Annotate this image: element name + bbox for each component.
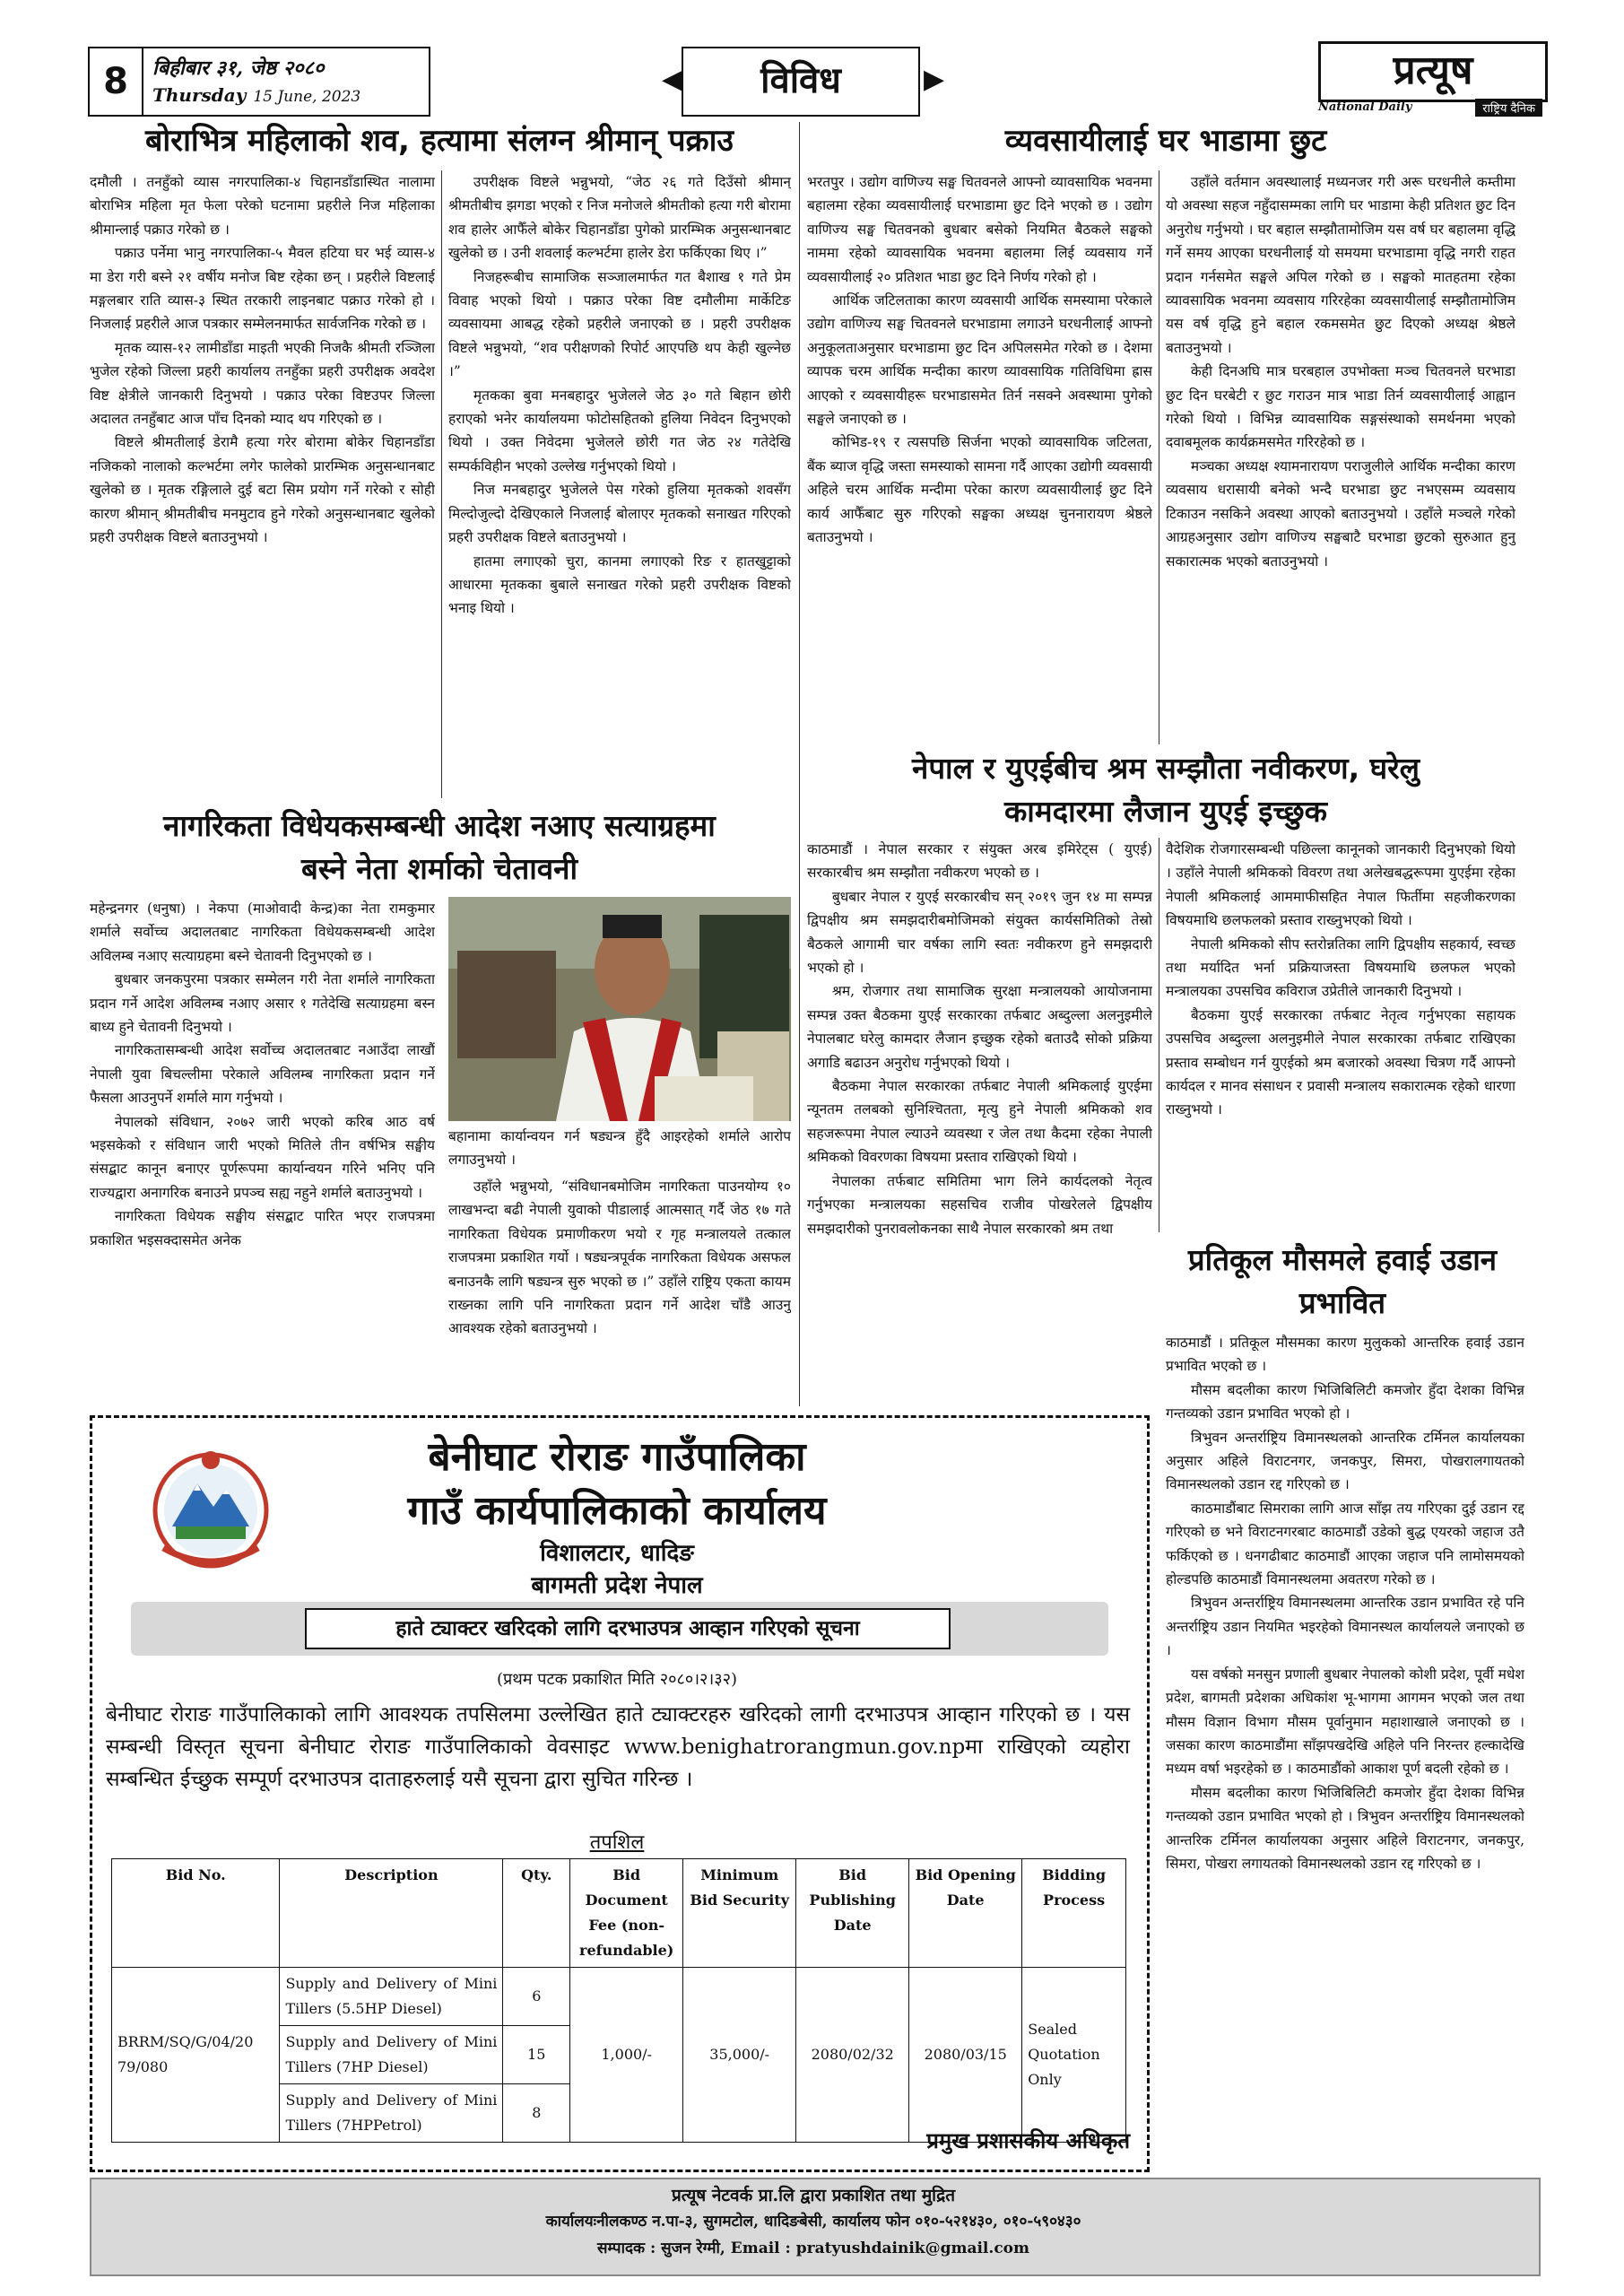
paragraph: महेन्द्रनगर (धनुषा) । नेकपा (माओवादी केन्द्र)का नेता रामकुमार शर्माले सर्वोच्च अदालतबाट नागरिकता विधेयकसम्बन्धी आदेश अविलम्ब नआए सत्याग्रहमा बस्ने चेतावनी दिनुभएको छ । [90,900,435,964]
footer-editor-email: सम्पादक : सुजन रेग्मी, Email : pratyushdainik@gmail.com [597,2239,1029,2257]
logo-tagline-np: राष्ट्रिय दैनिक [1475,99,1542,117]
article2-photo-caption [448,1125,791,1171]
date-english-line [152,84,360,106]
article5-headline-line2: प्रभावित [1298,1285,1386,1320]
item-description: Supply and Delivery of Mini Tillers (7HPPetrol) [280,2084,503,2143]
notice-title-line1: बेनीघाट रोराङ गाउँपालिका [428,1434,806,1480]
column-header: Qty. [503,1859,570,1968]
paragraph: काठमाडौंबाट सिमराका लागि आज साँझ तय गरिएका दुई उडान रद्द गरिएको छ भने विराटनगरबाट काठमाडौं उडेको बुद्ध एयरको जहाज उतै फर्किएको छ । धनगढीबाट काठमाडौं आएका जहाज पनि लामोसमयको होल्डपछि काठमाडौं विमानस्थलमा अवतरण गरेको छ । [1166,1500,1524,1588]
paragraph: यस वर्षको मनसुन प्रणाली बुधबार नेपालको कोशी प्रदेश, पूर्वी मधेश प्रदेश, बागमती प्रदेशका अधिकांश भू-भागमा आगमन भएको जल तथा मौसम विज्ञान विभाग मौसम पूर्वानुमान महाशाखाले जनाएको छ । जसका कारण काठमाडौंमा साँझपखदेखि अहिले पनि निरन्तर हल्कादेखि मध्यम वर्षा भइरहेको छ । काठमाडौंको आकाश पूर्ण बदली रहेको छ । [1166,1665,1524,1778]
paragraph: मौसम बदलीका कारण भिजिबिलिटी कमजोर हुँदा देशका विभिन्न गन्तव्यको उडान प्रभावित भएको हो । त्रिभुवन अन्तर्राष्ट्रिय विमानस्थलको आन्तरिक टर्मिनल कार्यालयका अनुसार अहिले विराटनगर, जनकपुर, सिमरा, पोखरा लगायतको विमानस्थलको उडान रद्द गरिएको छ । [1166,1784,1524,1872]
paragraph: मृतक व्यास-१२ लामीडाँडा माइती भएकी निजकै श्रीमती रञ्जिला भुजेल रहेको जिल्ला प्रहरी कार्यालय तनहुँका प्रहरी उपरीक्षक अवदेश विष्ट क्षेत्रीले जानकारी दिनुभयो । पक्राउ परेका विष्टउपर जिल्ला अदालत तनहुँबाट आज पाँच दिनको म्याद थप गरिएको छ । [90,339,435,428]
section-title: विविध [682,47,920,117]
caption: बहानामा कार्यान्वयन गर्न षड्यन्त्र हुँदै आइरहेको शर्माले आरोप लगाउनुभयो । [448,1128,791,1169]
notice-address-line1: विशालटार, धादिङ [540,1540,694,1567]
logo-name: प्रत्यूष [1318,41,1548,102]
paragraph: काठमाडौं । नेपाल सरकार र संयुक्त अरब इमिरेट्स ( युएई) सरकारबीच श्रम सम्झौता नवीकरण भएको छ । [807,841,1152,882]
article2-headline-line2: बस्ने नेता शर्माको चेतावनी [300,851,578,886]
article2-col2 [448,1175,791,1406]
paragraph: आर्थिक जटिलताका कारण व्यवसायी आर्थिक समस्यामा परेकाले उद्योग वाणिज्य सङ्घ चितवनले घरभाडामा लगाउने घरधनीलाई आफ्नो अनुकूलताअनुसार घरभाडामा छुट दिन अपिलसमेत गरेको छ । देशमा व्यापक चरम आर्थिक मन्दीका कारण व्यावसायिक गतिविधिमा ह्रास आएको र व्यवसायीहरू घरभाडासमेत तिर्न नसक्ने अवस्थामा पुगेको सङ्घले जनाएको छ । [807,292,1152,428]
paragraph: नेपाली श्रमिकको सीप स्तरोन्नतिका लागि द्विपक्षीय सहकार्य, स्वच्छ तथा मर्यादित भर्ना प्रक्रियाजस्ता विषयमाथि छलफल भएको मन्त्रालयका उपसचिव कविराज उप्रेतीले जानकारी दिनुभयो । [1166,935,1515,1000]
paragraph: श्रम, रोजगार तथा सामाजिक सुरक्षा मन्त्रालयको आयोजनामा सम्पन्न उक्त बैठकमा युएई सरकारका तर्फबाट अब्दुल्ला अलनुइमीले नेपालबाट घरेलु कामदार लैजान इच्छुक रहेको बताउदै सोको प्रक्रिया अगाडि बढाउन अनुरोध गर्नुभएको थियो । [807,983,1152,1071]
logo-tagline-en: National Daily [1318,100,1412,114]
article4-col2 [1166,838,1515,1232]
article4-col1 [807,838,1152,1406]
paragraph: उहाँले भन्नुभयो, “संविधानबमोजिम नागरिकता पाउनयोग्य १० लाखभन्दा बढी नेपाली युवाको पीडालाई आत्मसात् गर्दै जेठ १७ गते नागरिकता विधेयक प्रमाणीकरण भयो र गृह मन्त्रालयले तत्काल राजपत्रमा प्रकाशित गर्यो । षड्यन्त्रपूर्वक नागरिकता विधेयक असफल बनाउनकै लागि षड्यन्त्र सुरु भएको छ ।” उहाँले राष्ट्रिय एकता कायम राख्नका लागि पनि नागरिकता प्रदान गर्ने आदेश चाँडै आउनु आवश्यक रहेको बताउनुभयो । [448,1178,791,1337]
column-header: Bid Opening Date [909,1859,1022,1968]
footer-office: कार्यालयःनीलकण्ठ न.पा-३, सुगमटोल, धादिङबेसी, कार्यालय फोन ०१०-५२१४३०, ०१०-५९०४३० [545,2213,1081,2231]
paragraph: मञ्चका अध्यक्ष श्यामनारायण पराजुलीले आर्थिक मन्दीका कारण व्यवसाय धरासायी बनेको भन्दै घरभाडा छुट नभएसम्म व्यवसाय टिकाउन नसकिने अवस्था आएको बताउनुभयो । उहाँले मञ्चले गरेको आग्रहअनुसार उद्योग वाणिज्य सङ्घबाटै घरभाडा छुटको सुरुआत हुनु सकारात्मक भएको बताउनुभयो । [1166,457,1515,570]
paragraph: त्रिभुवन अन्तर्राष्ट्रिय विमानस्थलको आन्तरिक टर्मिनल कार्यालयका अनुसार अहिले विराटनगर, जनकपुर, सिमरा, पोखरालगायतको विमानस्थलको उडान रद्द गरिएको छ । [1166,1429,1524,1493]
bid-table [111,1858,1126,2143]
notice-title-line2: गाउँ कार्यपालिकाको कार्यालय [407,1488,827,1534]
article4-headline-line2: कामदारमा लैजान युएई इच्छुक [1003,794,1328,829]
prev-arrow-icon: ◀ [662,64,683,95]
paragraph: नेपालको संविधान, २०७२ जारी भएको करिब आठ वर्ष भइसकेको र संविधान जारी भएको मितिले तीन वर्षभित्र सङ्घीय संसद्बाट कानून बनाएर पूर्णरूपमा कार्यान्वयन गरिने भनिए पनि राज्यद्वारा अनागरिक बनाउने प्रपञ्च सह्य नहुने शर्माले बताउनुभयो । [90,1113,435,1201]
paragraph: नागरिकतासम्बन्धी आदेश सर्वोच्च अदालतबाट नआउँदा लाखौं नेपाली युवा बिचल्लीमा परेकाले अविलम्ब नागरिकता प्रदान गर्ने फैसला आउनुपर्ने शर्माले माग गर्नुभयो । [90,1042,435,1107]
article2-headline-line1: नागरिकता विधेयकसम्बन्धी आदेश नआए सत्याग्रहमा [163,808,716,843]
paragraph: मृतकका बुवा मनबहादुर भुजेलले जेठ ३० गते बिहान छोरी हराएको भनेर कार्यालयमा फोटोसहितको हुलिया निवेदन दिनुभएको थियो । उक्त निवेदमा भुजेलले छोरी गत जेठ २४ गतेदेखि सम्पर्कविहीन भएको उल्लेख गर्नुभएको थियो । [448,387,791,474]
column-divider [441,170,442,798]
bid-fee: 1,000/- [570,1968,683,2143]
column-header: Bid Document Fee (non-refundable) [570,1859,683,1968]
paragraph: नागरिकता विधेयक सङ्घीय संसद्बाट पारित भएर राजपत्रमा प्रकाशित भइसक्दासमेत अनेक [90,1208,435,1248]
paragraph: वैदेशिक रोजगारसम्बन्धी पछिल्ला कानूनको जानकारी दिनुभएको थियो । उहाँले नेपाली श्रमिकको विवरण तथा अलेखबद्धरूपमा युएईमा रहेका नेपाली श्रमिकलाई आममाफीसहित नेपाल फिर्तीमा सहजीकरणका विषयमाथि छलफलको प्रस्ताव राख्नुभएको थियो । [1166,841,1515,929]
paragraph: काठमाडौं । प्रतिकूल मौसमका कारण मुलुकको आन्तरिक हवाई उडान प्रभावित भएको छ । [1166,1335,1524,1375]
paragraph: दमौली । तनहुँको व्यास नगरपालिका-४ चिहानडाँडास्थित नालामा बोराभित्र महिला मृत फेला परेको घटनामा प्रहरीले निज महिलाका श्रीमान्लाई पक्राउ गरेको छ । [90,174,435,238]
politician-photo [448,897,791,1121]
notice-tapsil-label: तपशिल [589,1831,645,1854]
footer-publisher: प्रत्यूष नेटवर्क प्रा.लि द्वारा प्रकाशित तथा मुद्रित [671,2186,956,2205]
item-qty: 8 [503,2084,570,2143]
bidding-process: Sealed Quotation Only [1022,1968,1126,2143]
opening-date: 2080/03/15 [909,1968,1022,2143]
day-english: Thursday [152,84,247,106]
page-number: 8 [88,47,143,117]
paragraph: विष्टले श्रीमतीलाई डेरामै हत्या गरेर बोरामा बोकेर चिहानडाँडा नजिकको नालाको कल्भर्टमा लगेर फालेको प्रारम्भिक अनुसन्धानबाट खुलेको छ । मृतक रङ्गिलाले दुई बटा सिम प्रयोग गर्ने गरेको र सोही कारण श्रीमान् श्रीमतीबीच मनमुटाव हुने गरेको अनुसन्धानबाट खुलेको प्रहरी उपरीक्षक विष्टले बताउनुभयो । [90,434,435,546]
notice-publish-date: (प्रथम पटक प्रकाशित मिति २०८०।२।३२) [497,1670,737,1689]
table-header-row [112,1859,1126,1968]
item-qty: 15 [503,2026,570,2084]
bid-security: 35,000/- [683,1968,796,2143]
notice-body: बेनीघाट रोराङ गाउँपालिकाको लागि आवश्यक तपसिलमा उल्लेखित हाते ट्याक्टरहरु खरिदको लागी दरभाउपत्र आव्हान गरिएको छ । यस सम्बन्धी विस्तृत सूचना बेनीघाट रोराङ गाउँपालिकाको वेवसाइट www.benighatrorangmun.gov.npमा राखिएको व्यहोरा सम्बन्धित ईच्छुक सम्पूर्ण दरभाउपत्र दाताहरुलाई यसै सूचना द्वारा सुचित गरिन्छ । [106,1703,1130,1791]
column-header: Bid Publishing Date [796,1859,909,1968]
item-description: Supply and Delivery of Mini Tillers (5.5HP Diesel) [280,1968,503,2026]
paragraph: बुधबार नेपाल र युएई सरकारबीच सन् २०१९ जुन १४ मा सम्पन्न द्विपक्षीय श्रम समझदारीबमोजिमको संयुक्त कार्यसमितिको तेस्रो बैठकले आगामी चार वर्षका लागि स्वतः नवीकरण हुने समझदारी भएको हो । [807,888,1152,977]
newspaper-logo [1318,41,1542,118]
paragraph: पक्राउ पर्नेमा भानु नगरपालिका-५ मैवल हटिया घर भई व्यास-४ मा डेरा गरी बस्ने २१ वर्षीय मनोज बिष्ट रहेका छन् । प्रहरीले विष्टलाई मङ्गलबार राति व्यास-३ स्थित तरकारी लाइनबाट पक्राउ गरेको हो । निजलाई प्रहरीले आज पत्रकार सम्मेलनमार्फत सार्वजनिक गरेको छ । [90,245,435,333]
paragraph: निजहरूबीच सामाजिक सञ्जालमार्फत गत बैशाख १ गते प्रेम विवाह भएको थियो । पक्राउ परेका विष्ट दमौलीमा मार्केटिङ व्यवसायमा आबद्ध रहेको प्रहरीले जनाएको छ । प्रहरी उपरीक्षक विष्टले भन्नुभयो, “शव परीक्षणको रिपोर्ट आएपछि थप केही खुल्नेछ ।” [448,268,791,380]
article5-headline-line1: प्रतिकूल मौसमले हवाई उडान [1187,1242,1498,1277]
column-header: Bid No. [112,1859,280,1968]
paragraph: कोभिड-१९ र त्यसपछि सिर्जना भएको व्यावसायिक जटिलता, बैंक ब्याज वृद्धि जस्ता समस्याको सामना गर्दै आएका उद्योगी व्यवसायी अहिले चरम आर्थिक मन्दीमा परेका कारण व्यवसायीलाई छुट दिने कार्य आफैँबाट सुरु गरिएको सङ्घका अध्यक्ष चुननारायण श्रेष्ठले बताउनुभयो । [807,434,1152,546]
notice-address-line2: बागमती प्रदेश नेपाल [531,1572,703,1599]
date-nepali: बिहीबार ३१, जेष्ठ २०८० [152,57,325,80]
date-box [143,47,430,117]
item-description: Supply and Delivery of Mini Tillers (7HP Diesel) [280,2026,503,2084]
paragraph: निज मनबहादुर भुजेलले पेस गरेको हुलिया मृतकको शवसँग मिल्दोजुल्दो देखिएकाले निजलाई बोलाएर मृतकको सनाखत गरिएको प्रहरी उपरीक्षक विष्टले बताउनुभयो । [448,482,791,546]
notice-signatory: प्रमुख प्रशासकीय अधिकृत [926,2127,1130,2153]
paragraph: बुधबार जनकपुरमा पत्रकार सम्मेलन गरी नेता शर्माले नागरिकता प्रदान गर्ने आदेश अविलम्ब नआए असार १ गतेदेखि सत्याग्रहमा बस्न बाध्य हुने चेतावनी दिनुभयो । [90,971,435,1036]
article1-headline: बोराभित्र महिलाको शव, हत्यामा संलग्न श्रीमान् पक्राउ [144,123,734,159]
article1-col1 [90,170,435,804]
article1-col2 [448,170,791,804]
article2-col1 [90,897,435,1406]
paragraph: उपरीक्षक विष्टले भन्नुभयो, “जेठ २६ गते दिउँसो श्रीमान् श्रीमतीबीच झगडा भएको र निज मनोजले श्रीमतीको हत्या गरी बोरामा शव हालेर आफैँले बोकेर चिहानडाँडा पुगेको प्रारम्भिक अनुसन्धानबाट खुलेको छ । उनी शवलाई कल्भर्टमा हालेर डेरा फर्किएका थिए ।” [448,174,791,262]
item-qty: 6 [503,1968,570,2026]
article2-photo [448,897,791,1121]
paragraph: उहाँले वर्तमान अवस्थालाई मध्यनजर गरी अरू घरधनीले कम्तीमा यो अवस्था सहज नहुँदासम्मका लागि घर भाडामा केही प्रतिशत छुट दिन अनुरोध गर्नुभयो । घर बहाल सम्झौतामोजिम यस वर्ष घर बहालमा वृद्धि गर्ने समय आएका घरधनीलाई यो समयमा घरभाडामा वृद्धि नगरी राहत प्रदान गर्नसमेत सङ्घले अपिल गरेको छ । सङ्घको मातहतमा रहेका व्यावसायिक भवनमा व्यवसाय गरिरहेका व्यवसायीलाई सम्झौतामोजिम यस वर्ष वृद्धि हुने बहाल रकमसमेत छुट दिएको अध्यक्ष श्रेष्ठले बताउनुभयो । [1166,174,1515,356]
date-english: 15 June, 2023 [253,88,361,106]
column-header: Description [280,1859,503,1968]
paragraph: हातमा लगाएको चुरा, कानमा लगाएको रिङ र हातखुट्टाको आधारमा मृतकका बुबाले सनाखत गरेको प्रहरी उपरीक्षक विष्टको भनाइ थियो । [448,552,791,617]
paragraph: त्रिभुवन अन्तर्राष्ट्रिय विमानस्थलमा आन्तरिक उडान प्रभावित रहे पनि अन्तर्राष्ट्रिय उडान नियमित भइरहेको विमानस्थल कार्यालयले जनाएको छ । [1166,1595,1524,1659]
paragraph: केही दिनअघि मात्र घरबहाल उपभोक्ता मञ्च चितवनले घरभाडा छुट दिन घरबेटी र छुट गराउन मात्र भाडा तिर्न व्यवसायीलाई आह्वान गरेको थियो । विभिन्न व्यावसायिक सङ्गसंस्थाको समर्थनमा भएको दवाबमूलक कार्यक्रमसमेत गरिरहेको छ । [1166,363,1515,451]
bid-number: BRRM/SQ/G/04/20 79/080 [112,1968,280,2143]
article3-headline: व्यवसायीलाई घर भाडामा छुट [1004,123,1327,159]
paragraph: बैठकमा युएई सरकारका तर्फबाट नेतृत्व गर्नुभएका सहायक उपसचिव अब्दुल्ला अलनुइमीले नेपाल सरकारका तर्फबाट राखिएका प्रस्ताव सम्बोधन गर्न युएईको श्रम बजारको अवस्था चित्रण गर्दै आफ्नो कार्यदल र मानव संसाधन र प्रवासी मन्त्रालय सकारात्मक रहेको धारणा राख्नुभयो । [1166,1006,1515,1118]
column-header: Bidding Process [1022,1859,1126,1968]
column-header: Minimum Bid Security [683,1859,796,1968]
paragraph: बैठकमा नेपाल सरकारका तर्फबाट नेपाली श्रमिकलाई युएईमा न्यूनतम तलबको सुनिश्चितता, मृत्यु हुने नेपाली श्रमिकको शव सहजरूपमा नेपाल ल्याउने व्यवस्था र जेल तथा कैदमा रहेका नेपाली श्रमिकको विवरणका विषयमा प्रस्ताव राखिएको थियो । [807,1078,1152,1166]
table-row [112,1968,1126,2026]
column-divider [799,122,800,1406]
article5-col [1166,1331,1524,2165]
paragraph: नेपालका तर्फबाट समितिमा भाग लिने कार्यदलको नेतृत्व गर्नुभएका मन्त्रालयका सहसचिव राजीव पोखरेलले द्विपक्षीय समझदारीको पुनरावलोकनका साथै नेपाल सरकारको श्रम तथा [807,1172,1152,1237]
paragraph: मौसम बदलीका कारण भिजिबिलिटी कमजोर हुँदा देशका विभिन्न गन्तव्यको उडान प्रभावित भएको हो । [1166,1381,1524,1422]
article3-col1 [807,170,1152,744]
article4-headline-line1: नेपाल र युएईबीच श्रम सम्झौता नवीकरण, घरेलु [912,751,1420,786]
next-arrow-icon: ▶ [924,64,945,95]
publishing-date: 2080/02/32 [796,1968,909,2143]
article3-col2 [1166,170,1515,744]
notice-subject: हाते ट्याक्टर खरिदको लागि दरभाउपत्र आव्हान गरिएको सूचना [305,1608,951,1649]
paragraph: भरतपुर । उद्योग वाणिज्य सङ्घ चितवनले आफ्नो व्यावसायिक भवनमा बहालमा रहेका व्यवसायीलाई घरभाडामा छुट दिने भएको छ । उद्योग वाणिज्य सङ्घ चितवनको बुधबार बसेको नियमित बैठकले सङ्घको नाममा रहेको व्यावसायिक भवनमा बहालमा लिई व्यवसाय गर्ने व्यवसायीलाई २० प्रतिशत भाडा छुट दिने निर्णय गरेको हो । [807,174,1152,285]
